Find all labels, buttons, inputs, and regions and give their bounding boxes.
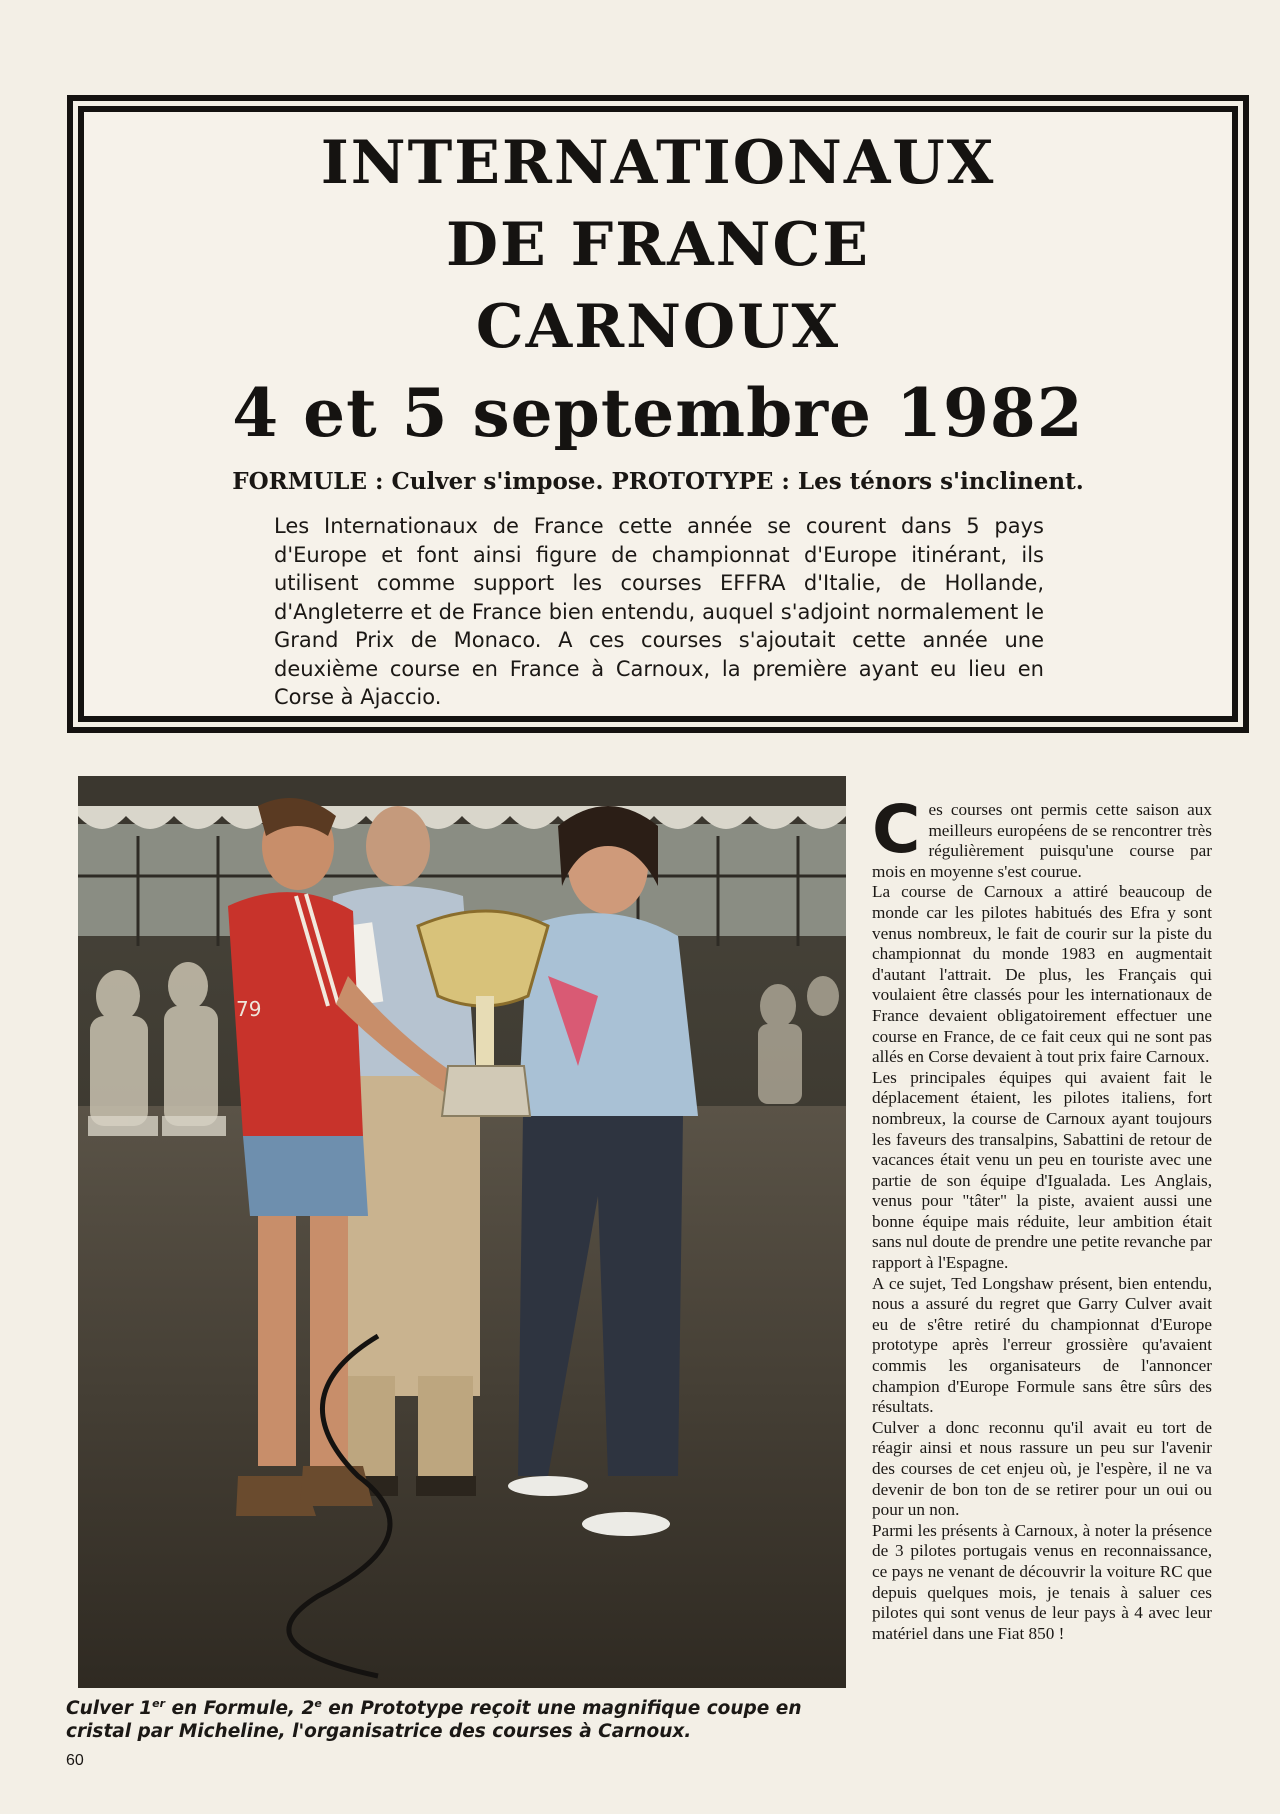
title-line-3: CARNOUX: [475, 292, 841, 362]
article-paragraph-1: [872, 791, 1212, 882]
subtitle: FORMULE : Culver s'impose. PROTOTYPE : Les ténors s'inclinent.: [232, 468, 1084, 495]
intro-paragraph: Les Internationaux de France cette année se courent dans 5 pays d'Europe et font ainsi figure de championnat d'Europe itinérant, ils utilisent comme support les courses EFFRA d'Italie, de Hollande, d'Angleterre et de France bien entendu, auquel s'adjoint normalement le Grand Prix de Monaco. A ces courses s'ajoutait cette année une deuxième course en France à Carnoux, la première ayant eu lieu en Corse à Ajaccio.: [274, 514, 1044, 709]
date-line: 4 et 5 septembre 1982: [232, 374, 1084, 452]
page-number: 60: [66, 1752, 84, 1769]
caption-part-3: en Prototype reçoit une magnifique coupe en cristal par Micheline, l'organisatrice des courses à Carnoux.: [66, 1698, 802, 1743]
shirt-number: 79: [236, 997, 262, 1021]
caption-part-1: Culver 1: [66, 1698, 153, 1720]
caption-sup-1: er: [152, 1697, 166, 1710]
article-paragraph-2: La course de Carnoux a attiré beaucoup de monde car les pilotes habitués des Efra y sont venus nombreux, le fait de courir sur la piste du championnat du monde 1983 en augmentait d'autant l'attrait. De plus, les Français qui voulaient être classés pour les internationaux de France devaient obligatoirement effectuer une course en France, de ce fait ceux qui ne sont pas allés en Corse devaient à tout prix faire Carnoux.: [872, 882, 1212, 1067]
caption-sup-2: e: [314, 1697, 322, 1710]
article-paragraph-6: Parmi les présents à Carnoux, à noter la présence de 3 pilotes portugais venus en reconnaissance, ce pays ne venant de découvrir la voiture RC que depuis quelques mois, je tenais à saluer ces pilotes qui sont venus de leur pays à 4 avec leur matériel dans une Fiat 850 !: [872, 1520, 1212, 1643]
drop-cap: C: [872, 791, 921, 868]
title-line-2: DE FRANCE: [446, 210, 870, 280]
title-box: [78, 106, 1238, 722]
article-text-1: es courses ont permis cette saison aux meilleurs européens de se rencontrer très régulièrement puisqu'une course par mois en moyenne s'est courue.: [872, 800, 1212, 881]
article-paragraph-5: Culver a donc reconnu qu'il avait eu tort de réagir ainsi et nous rassure un peu sur l'avenir des courses de cet enjeu où, je l'espère, il ne va devenir de bon ton de se retirer pour un oui ou pour un non.: [872, 1417, 1212, 1520]
caption-part-2: en Formule, 2: [165, 1698, 315, 1720]
photo-caption: [66, 1692, 856, 1743]
award-photo: [78, 776, 846, 1688]
article-paragraph-3: Les principales équipes qui avaient fait le déplacement étaient, les pilotes italiens, fort nombreux, la course de Carnoux ayant toujours les faveurs des transalpins, Sabattini de retour de vacances était venu un peu en touriste avec une partie de son équipe d'Igualada. Les Anglais, venus pour "tâter" la piste, avaient aussi une bonne équipe mais réduite, leur ambition était sans nul doute de prendre une petite revanche par rapport à l'Espagne.: [872, 1067, 1212, 1273]
article-column: [872, 791, 1212, 1644]
article-paragraph-4: A ce sujet, Ted Longshaw présent, bien entendu, nous a assuré du regret que Garry Culver avait eu de s'être retiré du championnat d'Europe prototype après l'erreur grossière qu'avaient commis les organisateurs de l'annoncer champion d'Europe Formule sans être sûrs des résultats.: [872, 1273, 1212, 1417]
title-line-1: INTERNATIONAUX: [320, 128, 996, 198]
